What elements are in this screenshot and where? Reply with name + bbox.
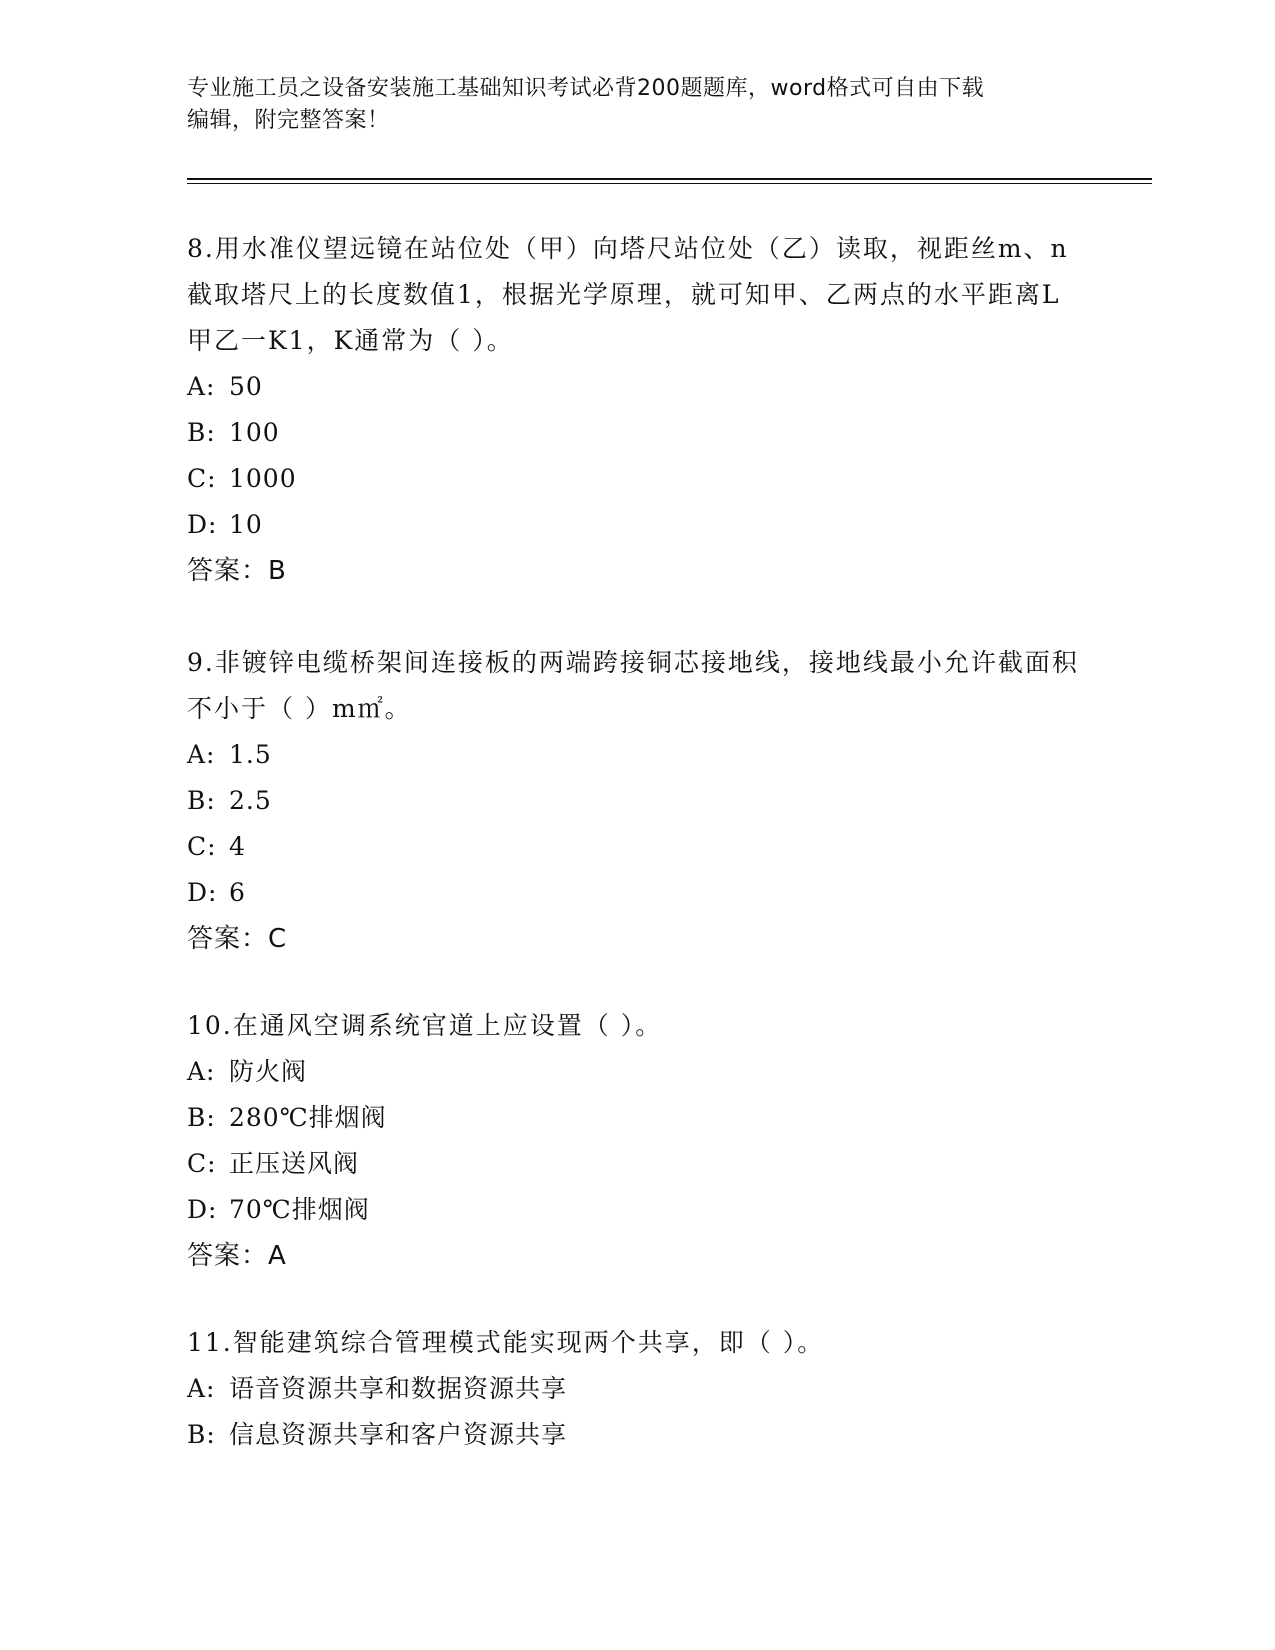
option-d: [187, 1187, 1087, 1233]
option-b: [187, 1412, 1087, 1458]
option-b: [187, 410, 1087, 456]
option-b: [187, 778, 1087, 824]
option-letter: C:: [187, 464, 217, 493]
document-header: [187, 73, 1087, 137]
option-letter: C:: [187, 1149, 217, 1178]
option-text: 2.5: [229, 786, 272, 815]
header-divider-thick: [187, 178, 1152, 180]
option-letter: B:: [187, 1420, 216, 1449]
option-a: [187, 1049, 1087, 1095]
header-line-2: 编辑，附完整答案！: [187, 108, 390, 133]
option-text: 50: [229, 372, 263, 401]
option-text: 100: [229, 418, 280, 447]
answer: 答案：A: [187, 1241, 287, 1271]
option-letter: B:: [187, 418, 216, 447]
option-b: [187, 1095, 1087, 1141]
option-text: 1000: [229, 464, 297, 493]
question-stem: 10.在通风空调系统官道上应设置（ ）。: [187, 1011, 663, 1040]
option-a: [187, 732, 1087, 778]
option-d: [187, 870, 1087, 916]
option-letter: B:: [187, 1103, 216, 1132]
option-letter: A:: [187, 740, 216, 769]
option-text: 10: [229, 510, 263, 539]
option-d: [187, 502, 1087, 548]
option-text: 信息资源共享和客户资源共享: [229, 1420, 568, 1449]
answer: 答案：B: [187, 556, 287, 586]
option-text: 280℃排烟阀: [229, 1103, 387, 1132]
option-text: 防火阀: [229, 1057, 308, 1086]
option-letter: A:: [187, 372, 216, 401]
option-letter: A:: [187, 1374, 216, 1403]
question-8: [187, 226, 1087, 594]
option-text: 6: [229, 878, 246, 907]
question-stem: 9.非镀锌电缆桥架间连接板的两端跨接铜芯接地线，接地线最小允许截面积不小于（ ）m㎡。: [187, 648, 1079, 723]
option-letter: D:: [187, 1195, 218, 1224]
question-stem: 11.智能建筑综合管理模式能实现两个共享，即（ ）。: [187, 1328, 825, 1357]
question-11: [187, 1320, 1087, 1458]
option-text: 70℃排烟阀: [229, 1195, 370, 1224]
header-line-1: 专业施工员之设备安装施工基础知识考试必背200题题库，word格式可自由下载: [187, 76, 985, 101]
option-letter: D:: [187, 510, 218, 539]
option-c: [187, 456, 1087, 502]
option-letter: C:: [187, 832, 217, 861]
option-text: 4: [229, 832, 246, 861]
option-c: [187, 824, 1087, 870]
option-letter: A:: [187, 1057, 216, 1086]
option-text: 正压送风阀: [229, 1149, 360, 1178]
header-divider-thin: [187, 183, 1152, 184]
option-letter: B:: [187, 786, 216, 815]
question-10: [187, 1003, 1087, 1279]
answer: 答案：C: [187, 924, 288, 954]
option-a: [187, 1366, 1087, 1412]
option-a: [187, 364, 1087, 410]
option-text: 1.5: [229, 740, 272, 769]
option-text: 语音资源共享和数据资源共享: [229, 1374, 568, 1403]
option-c: [187, 1141, 1087, 1187]
question-9: [187, 640, 1087, 962]
option-letter: D:: [187, 878, 218, 907]
question-stem: 8.用水准仪望远镜在站位处（甲）向塔尺站位处（乙）读取，视距丝m、n截取塔尺上的长度数值1，根据光学原理，就可知甲、乙两点的水平距离L甲乙一K1，K通常为（ ）。: [187, 234, 1069, 355]
